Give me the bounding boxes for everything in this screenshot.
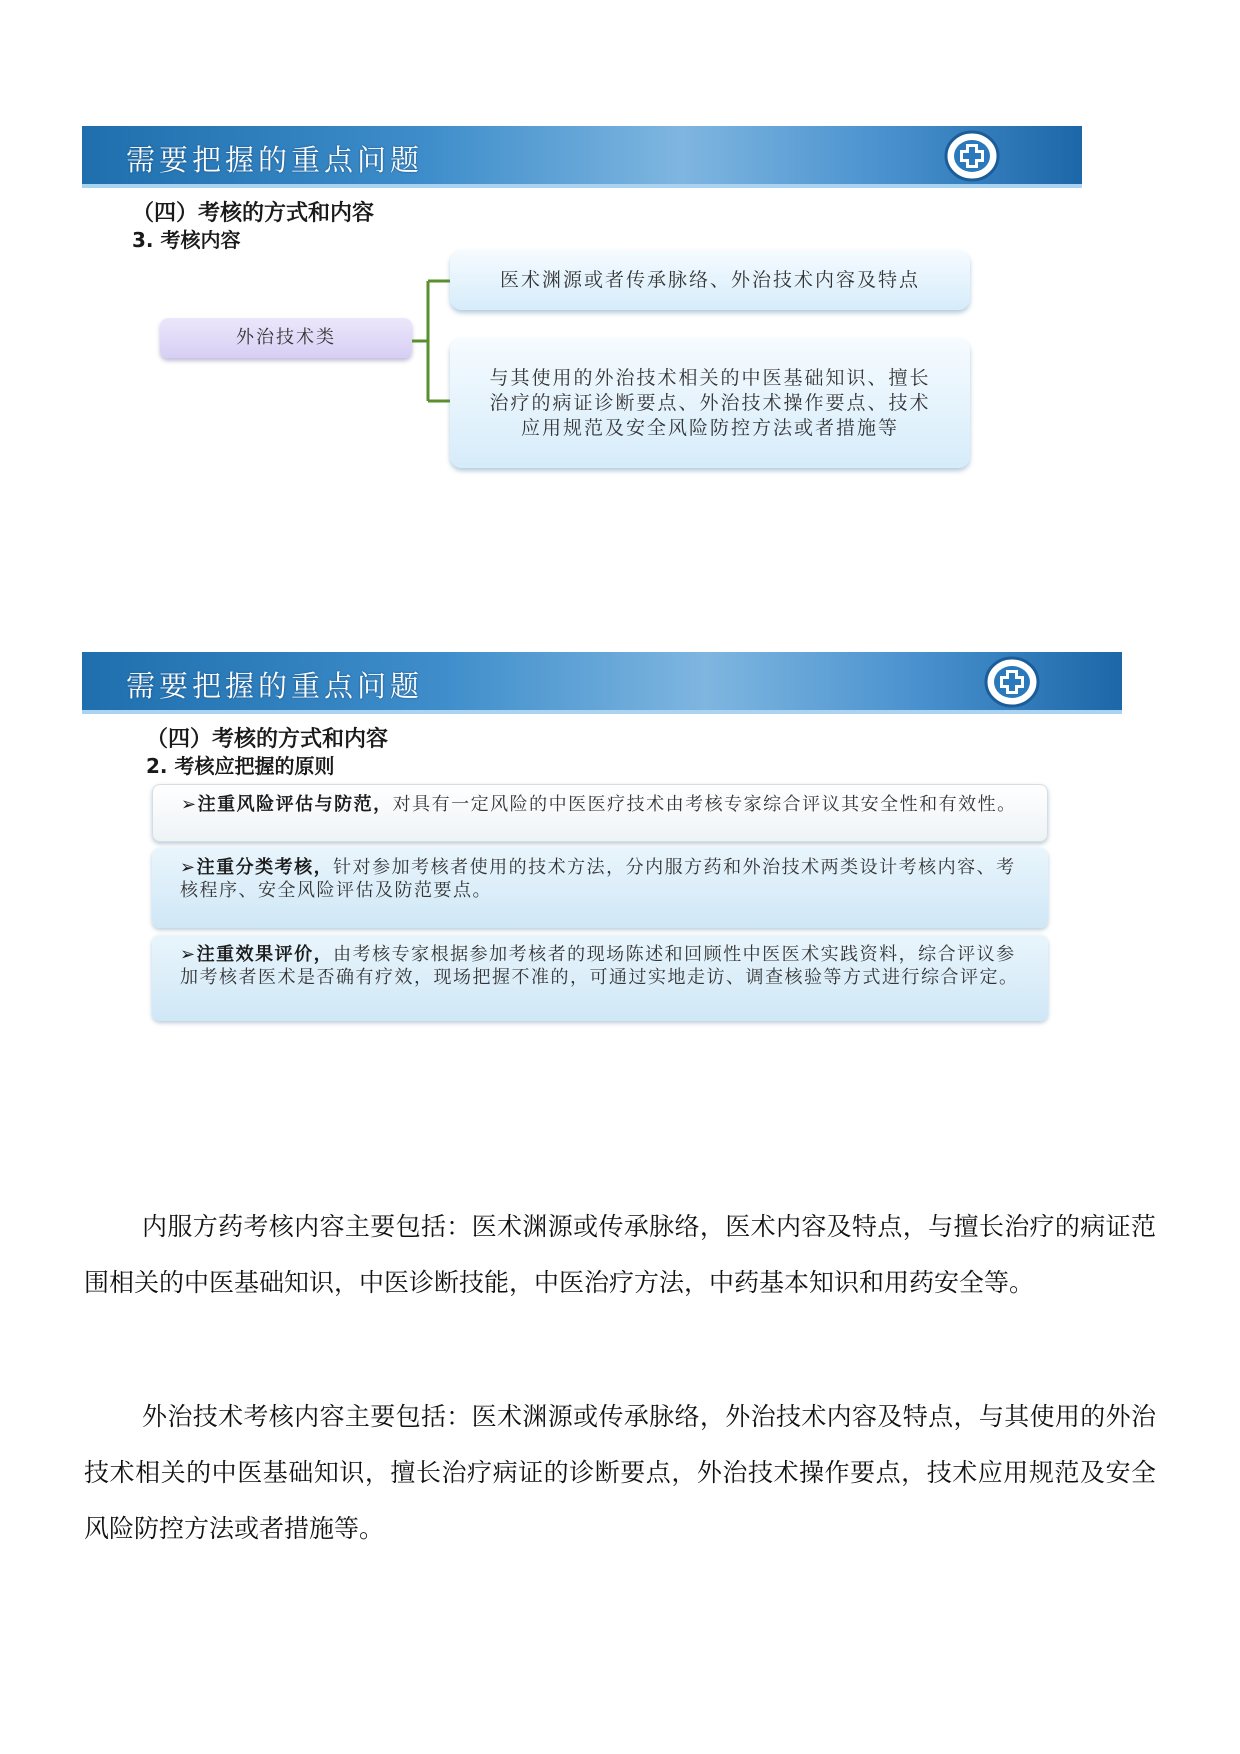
principle-lead: ➢注重效果评价，	[180, 944, 334, 965]
slide-header	[82, 652, 1122, 714]
principle-text: 由考核专家根据参加考核者的现场陈述和回顾性中医医术实践资料，综合评议参加考核者医术是否确有疗效，现场把握不准的，可通过实地走访、调查核验等方式进行综合评定。	[180, 944, 1019, 988]
principle-text: 针对参加考核者使用的技术方法，分内服方药和外治技术两类设计考核内容、考核程序、安全风险评估及防范要点。	[180, 857, 1016, 901]
content-node-origin	[450, 250, 970, 310]
hospital-cross-seal-icon	[944, 130, 1000, 182]
section-title: （四）考核的方式和内容	[146, 727, 389, 752]
principle-effect-evaluation	[152, 935, 1048, 1021]
sub-title: 2. 考核应把握的原则	[146, 754, 335, 778]
slide-header	[82, 126, 1082, 188]
content-node-origin-text: 医术渊源或者传承脉络、外治技术内容及特点	[499, 268, 920, 291]
slide-exam-content	[82, 126, 1082, 476]
content-node-knowledge	[450, 338, 970, 468]
principle-lead: ➢注重风险评估与防范，	[181, 794, 393, 815]
principle-category-exam	[152, 848, 1048, 928]
principle-risk-assessment	[152, 784, 1048, 842]
slide-exam-principles	[82, 652, 1122, 1022]
paragraph-internal-medicine: 内服方药考核内容主要包括：医术渊源或传承脉络，医术内容及特点，与擅长治疗的病证范围相关的中医基础知识，中医诊断技能，中医治疗方法，中药基本知识和用药安全等。	[84, 1212, 1156, 1297]
content-node-knowledge-text: 与其使用的外治技术相关的中医基础知识、擅长治疗的病证诊断要点、外治技术操作要点、技术应用规范及安全风险防控方法或者措施等	[489, 366, 931, 439]
slide-header-title: 需要把握的重点问题	[126, 143, 424, 177]
tree-bracket-connector	[412, 276, 452, 406]
hospital-cross-seal-icon	[984, 656, 1040, 708]
section-title: （四）考核的方式和内容	[132, 201, 375, 226]
paragraph-external-therapy: 外治技术考核内容主要包括：医术渊源或传承脉络，外治技术内容及特点，与其使用的外治技术相关的中医基础知识，擅长治疗病证的诊断要点，外治技术操作要点，技术应用规范及安全风险防控方法或者措施等。	[84, 1402, 1156, 1543]
slide-header-title: 需要把握的重点问题	[126, 669, 424, 703]
sub-title: 3. 考核内容	[132, 228, 241, 252]
principle-lead: ➢注重分类考核，	[180, 857, 334, 878]
category-node-external-therapy: 外治技术类	[160, 318, 412, 358]
principle-text: 对具有一定风险的中医医疗技术由考核专家综合评议其安全性和有效性。	[392, 794, 1017, 815]
